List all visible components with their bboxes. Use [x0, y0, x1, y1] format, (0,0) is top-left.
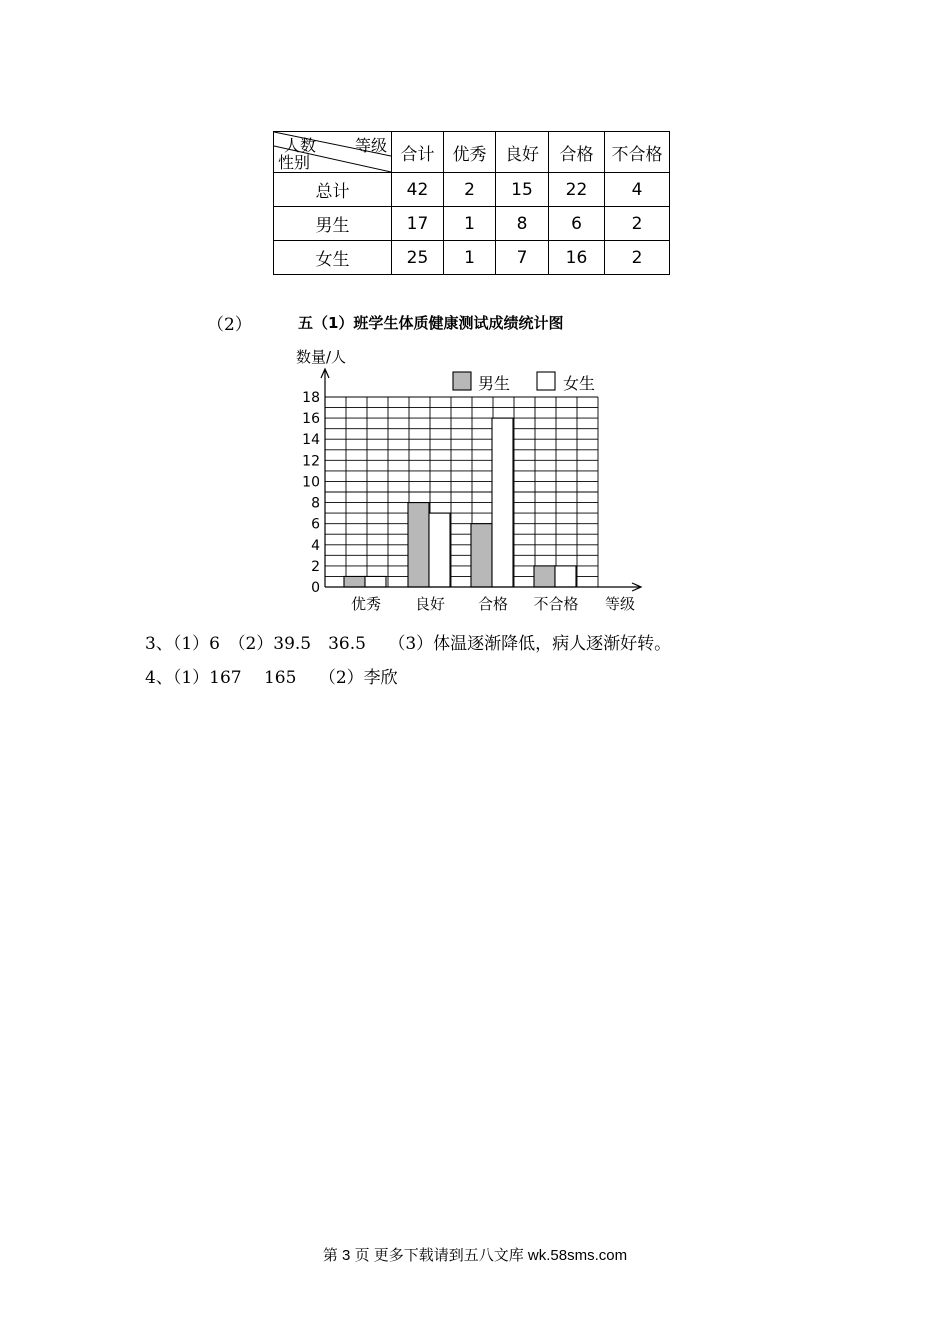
table-cell: 2 [605, 207, 670, 241]
answer-q4: 4、（1）167 165 （2）李欣 [145, 668, 398, 688]
row-label: 总计 [274, 173, 392, 207]
x-axis-label: 等级 [605, 595, 636, 613]
table-cell: 16 [549, 241, 605, 275]
bar-chart [0, 0, 950, 640]
table-cell: 15 [496, 173, 549, 207]
x-tick-label: 合格 [477, 595, 509, 613]
chart-xlabels [351, 595, 579, 613]
y-tick-label: 6 [311, 516, 320, 533]
table-cell: 7 [496, 241, 549, 275]
legend-swatch [453, 372, 471, 390]
y-tick-label: 8 [311, 495, 320, 512]
page-footer: 第 3 页 更多下载请到五八文库 wk.58sms.com [322, 1247, 628, 1264]
column-header: 合计 [392, 132, 444, 173]
bar-girls [492, 418, 513, 587]
corner-label-count: 人数 [284, 136, 317, 155]
table-cell: 2 [444, 173, 496, 207]
y-tick-label: 10 [302, 474, 320, 491]
bar-girls [429, 513, 450, 587]
corner-label-grade: 等级 [354, 136, 387, 155]
column-header: 良好 [496, 132, 549, 173]
row-label: 男生 [274, 207, 392, 241]
table-cell: 4 [605, 173, 670, 207]
x-tick-label: 良好 [414, 595, 446, 613]
bar-boys [408, 503, 429, 587]
legend-label: 女生 [563, 374, 596, 393]
table-cell: 8 [496, 207, 549, 241]
table-cell: 1 [444, 241, 496, 275]
y-tick-label: 0 [311, 580, 320, 596]
answer-q3: 3、（1）6 （2）39.5 36.5 （3）体温逐渐降低，病人逐渐好转。 [145, 634, 672, 654]
x-tick-label: 优秀 [350, 595, 382, 613]
table-cell: 6 [549, 207, 605, 241]
section-number: （2） [207, 315, 252, 335]
chart-caption: 五（1）班学生体质健康测试成绩统计图 [298, 314, 564, 332]
chart-legend [453, 372, 595, 393]
y-tick-label: 14 [302, 432, 320, 449]
table-cell: 42 [392, 173, 444, 207]
y-tick-label: 16 [302, 411, 320, 428]
table-cell: 2 [605, 241, 670, 275]
table-cell: 25 [392, 241, 444, 275]
y-tick-label: 12 [302, 453, 320, 470]
column-header: 优秀 [444, 132, 496, 173]
column-header: 合格 [549, 132, 605, 173]
row-label: 女生 [274, 241, 392, 275]
table-cell: 1 [444, 207, 496, 241]
chart-grid [325, 397, 598, 587]
bar-girls [555, 566, 576, 587]
chart-ticks [302, 390, 320, 596]
y-tick-label: 2 [311, 558, 320, 575]
table-cell: 22 [549, 173, 605, 207]
y-tick-label: 18 [302, 390, 320, 406]
bar-girls [365, 576, 386, 587]
y-tick-label: 4 [311, 537, 320, 554]
x-tick-label: 不合格 [533, 595, 579, 613]
column-header: 不合格 [605, 132, 670, 173]
y-axis-label: 数量/人 [296, 348, 347, 366]
table-cell: 17 [392, 207, 444, 241]
legend-swatch [537, 372, 555, 390]
bar-boys [471, 524, 492, 587]
bar-boys [534, 566, 555, 587]
legend-label: 男生 [478, 374, 511, 393]
corner-label-gender: 性别 [278, 153, 311, 172]
bar-boys [344, 576, 365, 587]
